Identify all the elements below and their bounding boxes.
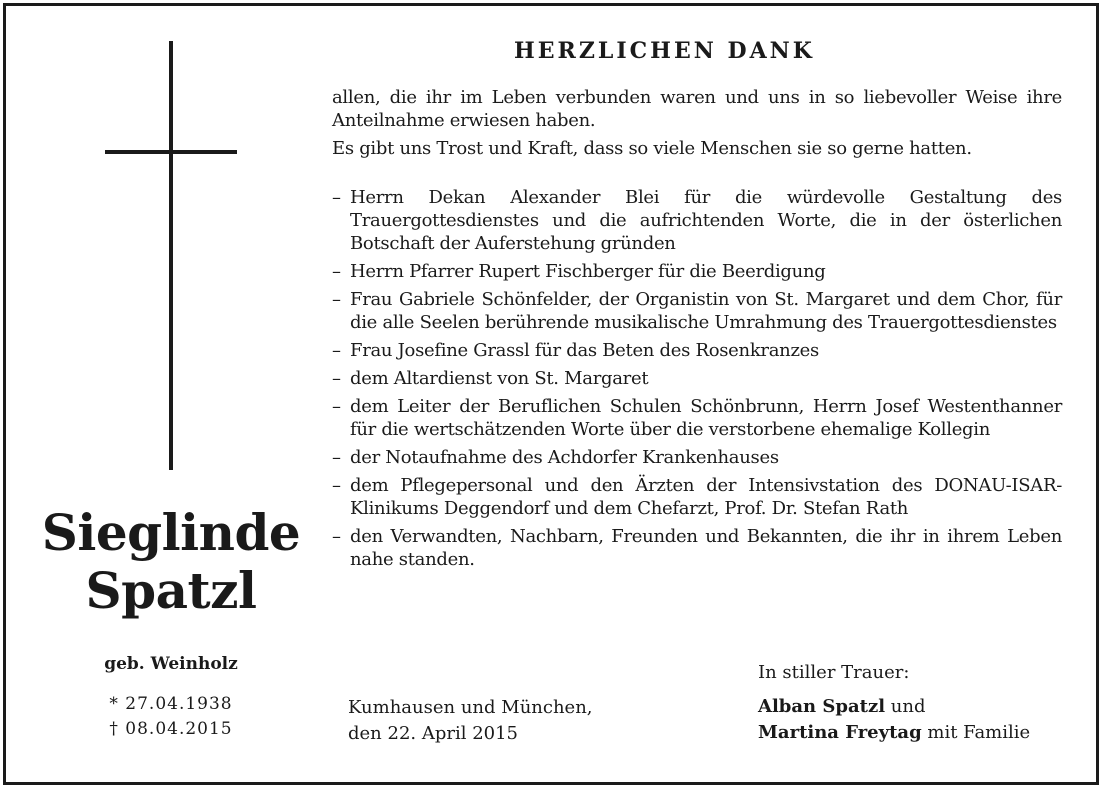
list-item [332,186,1062,255]
intro-paragraph-1: allen, die ihr im Leben verbunden waren und uns in so liebevoller Weise ihre Anteilnahme erwiesen haben. [332,87,1062,131]
mourners-block [758,660,1030,746]
list-item-text: Frau Gabriele Schönfelder, der Organistin von St. Margaret und dem Chor, für die alle Seelen berührende musikalische Umrahmung des Trauergottesdienstes [350,289,1062,333]
list-item [332,525,1062,571]
list-item-text: Herrn Dekan Alexander Blei für die würdevolle Gestaltung des Trauergottesdienstes und die aufrichtenden Worte, die in der österlichen Botschaft der Auferstehung gründen [350,187,1062,254]
life-dates [11,692,331,742]
obituary-notice [3,3,1099,785]
dash-bullet: – [332,526,341,547]
mourner-line-1 [758,694,1030,720]
last-name: Spatzl [85,561,257,620]
intro-paragraph-2: Es gibt uns Trost und Kraft, dass so viele Menschen sie so gerne hatten. [332,138,972,159]
dash-bullet: – [332,368,341,389]
list-item [332,288,1062,334]
mourner-name-2: Martina Freytag [758,722,922,743]
list-item-text: dem Leiter der Beruflichen Schulen Schönbrunn, Herrn Josef Westenthanner für die wertschätzenden Worte über die verstorbene ehemalige Kollegin [350,396,1062,440]
thanks-list [332,186,1062,576]
dash-bullet: – [332,289,341,310]
dash-bullet: – [332,475,341,496]
list-item-text: dem Pflegepersonal und den Ärzten der Intensivstation des DONAU-ISAR-Klinikums Deggendorf und dem Chefarzt, Prof. Dr. Stefan Rath [350,475,1062,519]
list-item-text: den Verwandten, Nachbarn, Freunden und Bekannten, die ihr in ihrem Leben nahe standen. [350,526,1062,570]
first-name: Sieglinde [41,503,301,562]
dash-bullet: – [332,396,341,417]
deceased-name [11,504,331,620]
mourning-label: In stiller Trauer: [758,662,910,683]
list-item [332,395,1062,441]
dash-bullet: – [332,187,341,208]
place-and-date [348,695,593,747]
list-item [332,260,1062,283]
list-item [332,446,1062,469]
list-item [332,474,1062,520]
cross-vertical-bar [169,41,173,470]
intro-text [332,86,1062,165]
mourner-line-2 [758,720,1030,746]
date-line: den 22. April 2015 [348,723,519,744]
mourner-suffix-1: und [885,696,926,717]
dash-bullet: – [332,261,341,282]
list-item-text: Frau Josefine Grassl für das Beten des Rosenkranzes [350,340,819,361]
list-item-text: Herrn Pfarrer Rupert Fischberger für die Beerdigung [350,261,826,282]
page-title: HERZLICHEN DANK [514,38,815,64]
birth-date: * 27.04.1938 [109,694,233,714]
list-item [332,339,1062,362]
place-line: Kumhausen und München, [348,697,593,718]
dash-bullet: – [332,447,341,468]
list-item-text: der Notaufnahme des Achdorfer Krankenhauses [350,447,779,468]
death-date: † 08.04.2015 [109,719,233,739]
list-item [332,367,1062,390]
mourner-suffix-2: mit Familie [921,722,1031,743]
dash-bullet: – [332,340,341,361]
mourner-name-1: Alban Spatzl [758,696,886,717]
cross-horizontal-bar [105,150,237,154]
birth-name: geb. Weinholz [104,654,238,674]
list-item-text: dem Altardienst von St. Margaret [350,368,649,389]
